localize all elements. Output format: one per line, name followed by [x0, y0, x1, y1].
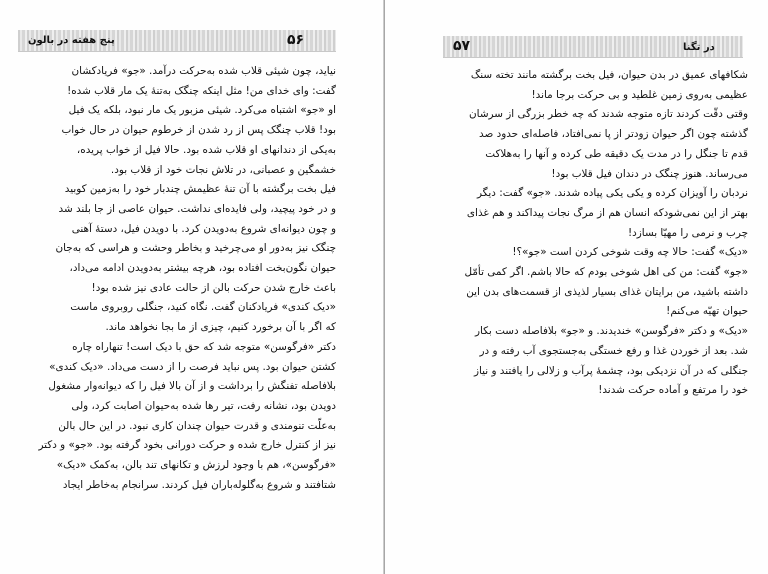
- text-line: «جو» گفت: من کی اهل شوخی بودم که حالا باشم. اگر کمی تأمّل: [464, 266, 748, 279]
- text-line: خود را مرتفع و آماده حرکت شدند!: [598, 384, 748, 397]
- text-line: دکتر «فرگوسن» متوجه شد که حق با دیک است! تنهاراه چاره: [72, 340, 336, 353]
- right-page-number: ۵۷: [453, 38, 471, 54]
- text-line: بود! قلاب چنگک پس از رد شدن از خرطوم حیوان در حال خواب: [61, 124, 336, 137]
- text-line: وقتی دقّت کردند تازه متوجه شدند که چه خطر بزرگی از سرشان: [469, 108, 748, 121]
- text-line: قدم تا جنگل را در مدت یک دقیقه طی کرده و آنها را به‌هلاکت: [485, 147, 748, 160]
- text-line: فیل بخت برگشته با آن تنهٔ عظیمش چندبار خود را به‌زمین کوبید: [64, 183, 336, 196]
- text-line: «دیک کندی» فریادکنان گفت. نگاه کنید، جنگلی روبروی ماست: [70, 301, 336, 314]
- right-page: [385, 0, 768, 574]
- text-line: «دیک» گفت: حالا چه وقت شوخی کردن است «جو»؟!: [512, 246, 748, 259]
- left-page-number: ۵۶: [287, 32, 305, 48]
- left-running-title: پنج هفته در بالون: [28, 35, 115, 46]
- text-line: حیوان نگون‌بخت افتاده بود، هرچه بیشتر به‌دویدن ادامه می‌داد،: [69, 262, 336, 275]
- text-line: بهتر از این نمی‌شودکه انسان هم از مرگ نجات پیداکند و هم غذای: [466, 206, 748, 219]
- text-line: کشتن حیوان بود. پس نباید فرصت را از دست می‌داد. «دیک کندی»: [49, 360, 336, 373]
- text-line: چنگک نیز به‌دور او می‌چرخید و بخاطر وحشت و هراسی که به‌جان: [55, 242, 336, 255]
- text-line: حیوان تهیّه می‌کنم!: [666, 305, 748, 318]
- text-line: و در خود پیچید، ولی فایده‌ای نداشت. حیوان عاصی از جا بلند شد: [58, 202, 336, 215]
- text-line: که اگر با آن برخورد کنیم، چیزی از ما بجا نخواهد ماند.: [105, 321, 336, 334]
- right-running-title: در تگنا: [683, 42, 715, 53]
- text-line: نردبان را آویزان کرده و یکی یکی پیاده شدند. «جو» گفت: دیگر: [476, 187, 748, 200]
- text-line: «فرگوسن»، هم با وجود لرزش و تکانهای تند بالن، به‌کمک «دیک»: [56, 459, 336, 472]
- text-line: جنگلی که در آن نزدیکی بود، چشمهٔ پرآب و زلالی را یافتند و نیاز: [473, 364, 748, 377]
- text-line: او «جو» اشتباه می‌کرد. شیئی مزبور یک مار نبود، بلکه یک فیل: [68, 104, 336, 117]
- text-line: باعث خارج شدن حرکت بالن از حالت عادی نیز شده بود!: [91, 281, 336, 294]
- text-line: چرب و نرمی را مهیّا بسازد!: [627, 226, 748, 239]
- text-line: گفت: وای خدای من! مثل اینکه چنگک به‌تنهٔ یک مار قلاب شده!: [67, 84, 336, 97]
- text-line: شتافتند و شروع به‌گلوله‌باران فیل کردند. سرانجام به‌خاطر ایجاد: [62, 478, 336, 491]
- text-line: شد. بعد از خوردن غذا و رفع خستگی به‌جستجوی آب رفته و در: [479, 344, 748, 357]
- right-body-text: [433, 66, 748, 401]
- left-body-text: [22, 62, 336, 495]
- text-line: شکافهای عمیق در بدن حیوان، فیل بخت برگشته مانند تخته سنگ: [470, 69, 748, 81]
- text-line: داشته باشید، من برایتان غذای بسیار لذیذی از قسمت‌های بدن این: [466, 285, 748, 298]
- text-line: به‌علّت تنومندی و قدرت حیوان چندان کاری نبود. در این حال بالن: [58, 419, 336, 432]
- text-line: نیاید، چون شیئی قلاب شده به‌حرکت درآمد. «جو» فریادکشان: [71, 65, 336, 77]
- text-line: عظیمی به‌روی زمین غلطید و بی حرکت برجا ماند!: [531, 88, 748, 101]
- text-line: نیز از کنترل خارج شده و حرکت دورانی بخود گرفته بود. «جو» و دکتر: [38, 439, 336, 452]
- text-line: بلافاصله تفنگش را برداشت و از آن بالا فیل را که دیوانه‌وار مشغول: [48, 380, 336, 393]
- text-line: «دیک» و دکتر «فرگوسن» خندیدند. و «جو» بلافاصله دست بکار: [474, 325, 748, 338]
- text-line: خشمگین و عصبانی، در تلاش نجات خود از قلاب بود.: [110, 163, 336, 176]
- text-line: دویدن بود، نشانه رفت، تیر رها شده به‌حیوان اصابت کرد، ولی: [71, 399, 336, 412]
- text-line: به‌یکی از دندانهای او قلاب شده بود. حالا فیل از خواب پریده،: [76, 143, 336, 156]
- text-line: می‌رساند. هنوز چنگک در دندان فیل قلاب بود!: [551, 167, 748, 180]
- text-line: و چون دیوانه‌ای شروع به‌دویدن کرد. با دویدن فیل، دستهٔ آهنی: [71, 222, 336, 235]
- text-line: گذشته چون اگر حیوان زودتر از پا نمی‌افتاد، فاصله‌ای حدود صد: [478, 128, 748, 141]
